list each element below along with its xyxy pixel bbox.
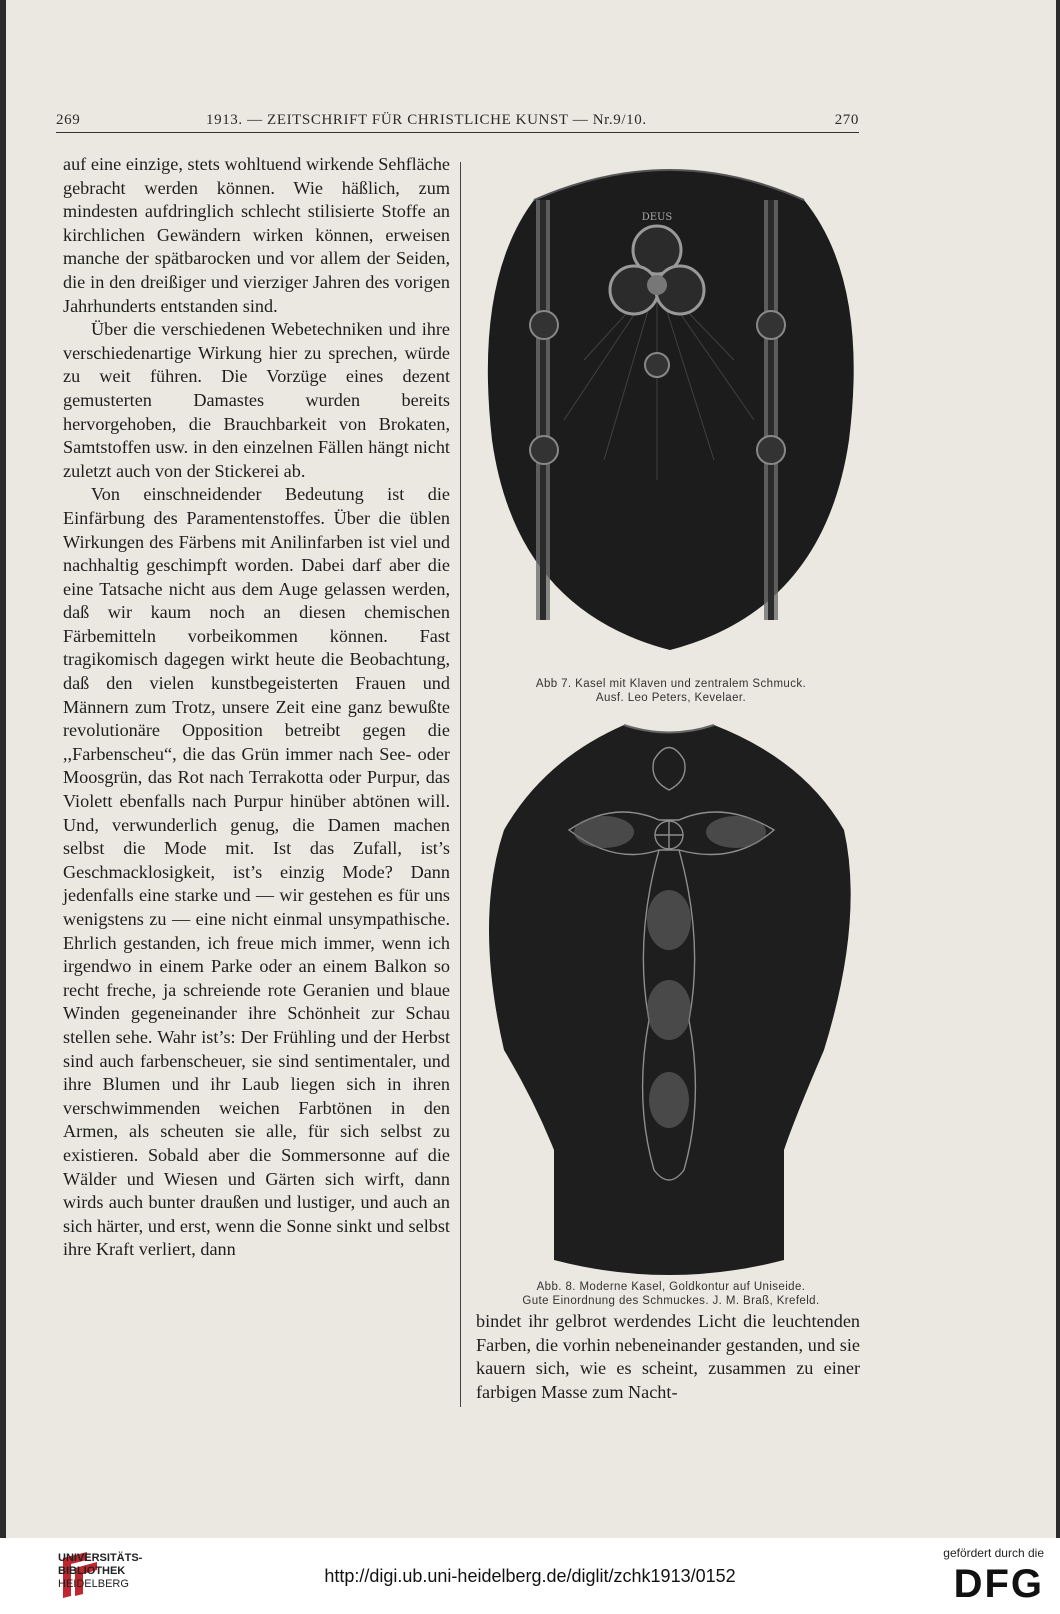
right-paragraph: bindet ihr gelbrot werdendes Licht die leuchtenden Farben, die vorhin nebeneinander gestanden, und sie kauern sich, wie es scheint, zusammen zu einer farbigen Masse zum Nacht- xyxy=(476,1311,860,1402)
footer-bar xyxy=(0,1538,1060,1614)
page-number-left: 269 xyxy=(56,112,81,128)
right-column xyxy=(476,1310,860,1404)
caption-7-line-1: Abb 7. Kasel mit Klaven und zentralem Schmuck. xyxy=(535,678,807,690)
paragraph-2: Über die verschiedenen Webetechniken und ihre verschiedenartige Wirkung hier zu sprechen, würde zu weit führen. Die Vorzüge eines dezent gemusterten Damastes wurden bereits hervorgehoben, die Brauchbarkeit von Brokaten, Samtstoffen usw. in den einzelnen Fällen hängt nicht zuletzt auch von der Stickerei ab. xyxy=(63,319,450,481)
library-line-3: HEIDELBERG xyxy=(58,1578,129,1590)
journal-title: 1913. — ZEITSCHRIFT FÜR CHRISTLICHE KUNST — Nr.9/10. xyxy=(206,112,647,128)
header-rule xyxy=(56,132,859,133)
library-line-2: BIBLIOTHEK xyxy=(58,1565,126,1577)
dfg-logo: DFG xyxy=(953,1562,1044,1606)
page-number-right: 270 xyxy=(834,112,859,128)
funded-by-label: gefördert durch die xyxy=(943,1546,1044,1560)
figure-8-caption xyxy=(476,1280,866,1308)
figure-7-caption xyxy=(476,677,866,705)
caption-8-line-1: Abb. 8. Moderne Kasel, Goldkontur auf Uniseide. xyxy=(536,1281,806,1293)
paragraph-1: auf eine einzige, stets wohltuend wirkende Sehfläche gebracht werden können. Wie häßlich, zum mindesten aufdringlich schlecht stilisierte Stoffe an kirchlichen Gewändern wirken können, erweisen manche der spätbarocken und vor allem der Seiden, die in den dreißiger und vierziger Jahren des vorigen Jahrhunderts entstanden sind. xyxy=(63,154,450,316)
paragraph-3: Von einschneidender Bedeutung ist die Einfärbung des Paramentenstoffes. Über die üblen Wirkungen des Färbens mit Anilinfarben ist viel und nachhaltig geschimpft worden. Dabei darf aber die eine Tatsache nicht aus dem Auge gelassen werden, daß wir kaum noch an diesen chemischen Färbemitteln vorbeikommen können. Fast tragikomisch dagegen wirkt heute die Beobachtung, daß den vielen kunstbegeisterten Frauen und Männern zum Trotz, unsere Zeit eine ganz bewußte revolutionäre Opposition betreibt gegen die ,,Farbenscheu“, die das Grün immer nach See- oder Moosgrün, das Rot nach Terrakotta oder Purpur, das Violett ebenfalls nach Purpur hinüber abtönen will. Und, verwunderlich genug, die Damen machen selbst die Mode mit. Ist das Zufall, ist’s Geschmacklosigkeit, ist’s einzig Mode? Dann jedenfalls eine starke und — wir gestehen es für uns wenigstens zu — eine nicht einmal unsympathische. Ehrlich gestanden, ich freue mich immer, wenn ich irgendwo in einem Parke oder an einem Balkon so recht freche, ja schreiende rote Geranien und blaue Winden gegeneinander ihre Schönheit zur Schau stellen sehe. Wahr ist’s: Der Frühling und der Herbst sind auch farbenscheuer, sie sind sentimentaler, und ihre Blumen und ihr Laub liegen sich in ihren verschwimmenden weichen Farbtönen in den Armen, als scheuten sie alle, für sich selbst zu existieren. Sobald aber die Sommersonne auf die Wälder und Wiesen und Gärten sich wirft, dann wirds auch bunter draußen und lustiger, und auch an sich härter, und erst, wenn die Sonne sinkt und selbst ihre Kraft verliert, dann xyxy=(63,484,450,1260)
permalink-url[interactable]: http://digi.ub.uni-heidelberg.de/diglit/zchk1913/0152 xyxy=(324,1566,736,1586)
caption-8-line-2: Gute Einordnung des Schmuckes. J. M. Braß, Krefeld. xyxy=(522,1295,820,1307)
running-header xyxy=(56,112,859,134)
figure-8-chasuble xyxy=(474,720,874,1280)
inscription: DEUS xyxy=(641,212,673,223)
figure-7-chasuble xyxy=(474,160,867,670)
scanned-page xyxy=(6,0,1056,1538)
caption-7-line-2: Ausf. Leo Peters, Kevelaer. xyxy=(595,692,747,704)
left-column xyxy=(63,153,450,1262)
library-line-1: UNIVERSITÄTS- xyxy=(58,1552,143,1564)
column-separator xyxy=(460,162,461,1407)
